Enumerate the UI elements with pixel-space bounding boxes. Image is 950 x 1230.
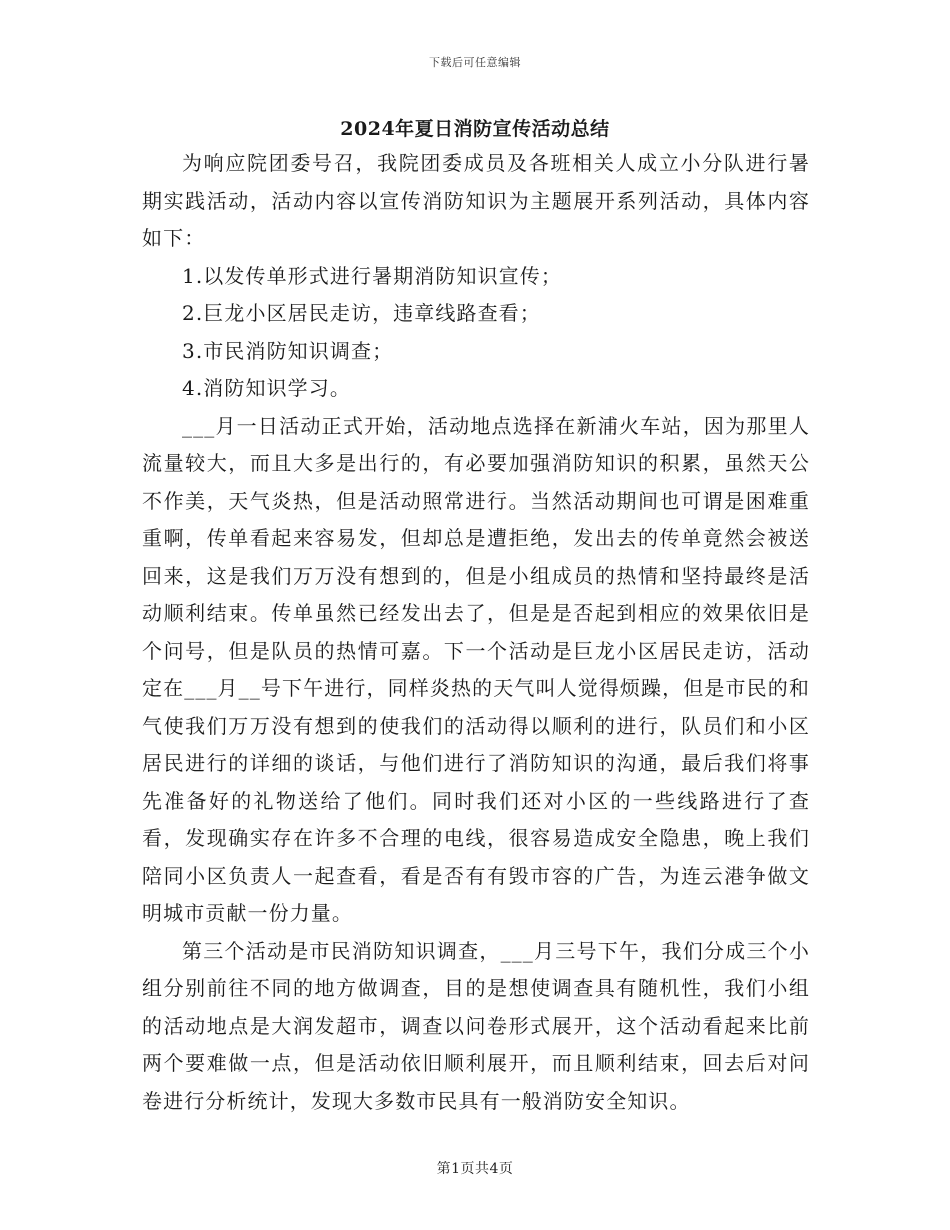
list-item-4: 4.消防知识学习。 [182, 376, 351, 400]
page-footer-number: 第1页共4页 [436, 1161, 514, 1177]
list-item-1: 1.以发传单形式进行暑期消防知识宣传； [182, 263, 562, 288]
paragraph-activity-1-2: ___月一日活动正式开始，活动地点选择在新浦火车站，因为那里人流量较大，而且大多是出行的，有必要加强消防知识的积累，虽然天公不作美，天气炎热，但是活动照常进行。当然活动期间也可谓是困难重重啊，传单看起来容易发，但却总是遭拒绝，发出去的传单竟然会被送回来，这是我们万万没有想到的，但是小组成员的热情和坚持最终是活动顺利结束。传单虽然已经发出去了，但是是否起到相应的效果依旧是个问号，但是队员的热情可嘉。下一个活动是巨龙小区居民走访，活动定在___月__号下午进行，同样炎热的天气叫人觉得烦躁，但是市民的和气使我们万万没有想到的使我们的活动得以顺利的进行，队员们和小区居民进行的详细的谈话，与他们进行了消防知识的沟通，最后我们将事先准备好的礼物送给了他们。同时我们还对小区的一些线路进行了查看，发现确实存在许多不合理的电线，很容易造成安全隐患，晚上我们陪同小区负责人一起查看，看是否有有毁市容的广告，为连云港争做文明城市贡献一份力量。 [142, 413, 810, 925]
document-body [142, 145, 810, 1120]
document-title: 2024年夏日消防宣传活动总结 [340, 118, 610, 140]
page-header-note: 下载后可任意编辑 [429, 56, 521, 69]
list-item-3: 3.市民消防知识调查； [182, 338, 394, 363]
paragraph-activity-3: 第三个活动是市民消防知识调查，___月三号下午，我们分成三个小组分别前往不同的地方做调查，目的是想使调查具有随机性，我们小组的活动地点是大润发超市，调查以问卷形式展开，这个活动看起来比前两个要难做一点，但是活动依旧顺利展开，而且顺利结束，回去后对问卷进行分析统计，发现大多数市民具有一般消防安全知识。 [142, 938, 810, 1113]
paragraph-intro: 为响应院团委号召，我院团委成员及各班相关人成立小分队进行暑期实践活动，活动内容以宣传消防知识为主题展开系列活动，具体内容如下： [142, 151, 810, 250]
list-item-2: 2.巨龙小区居民走访，违章线路查看； [182, 301, 541, 325]
